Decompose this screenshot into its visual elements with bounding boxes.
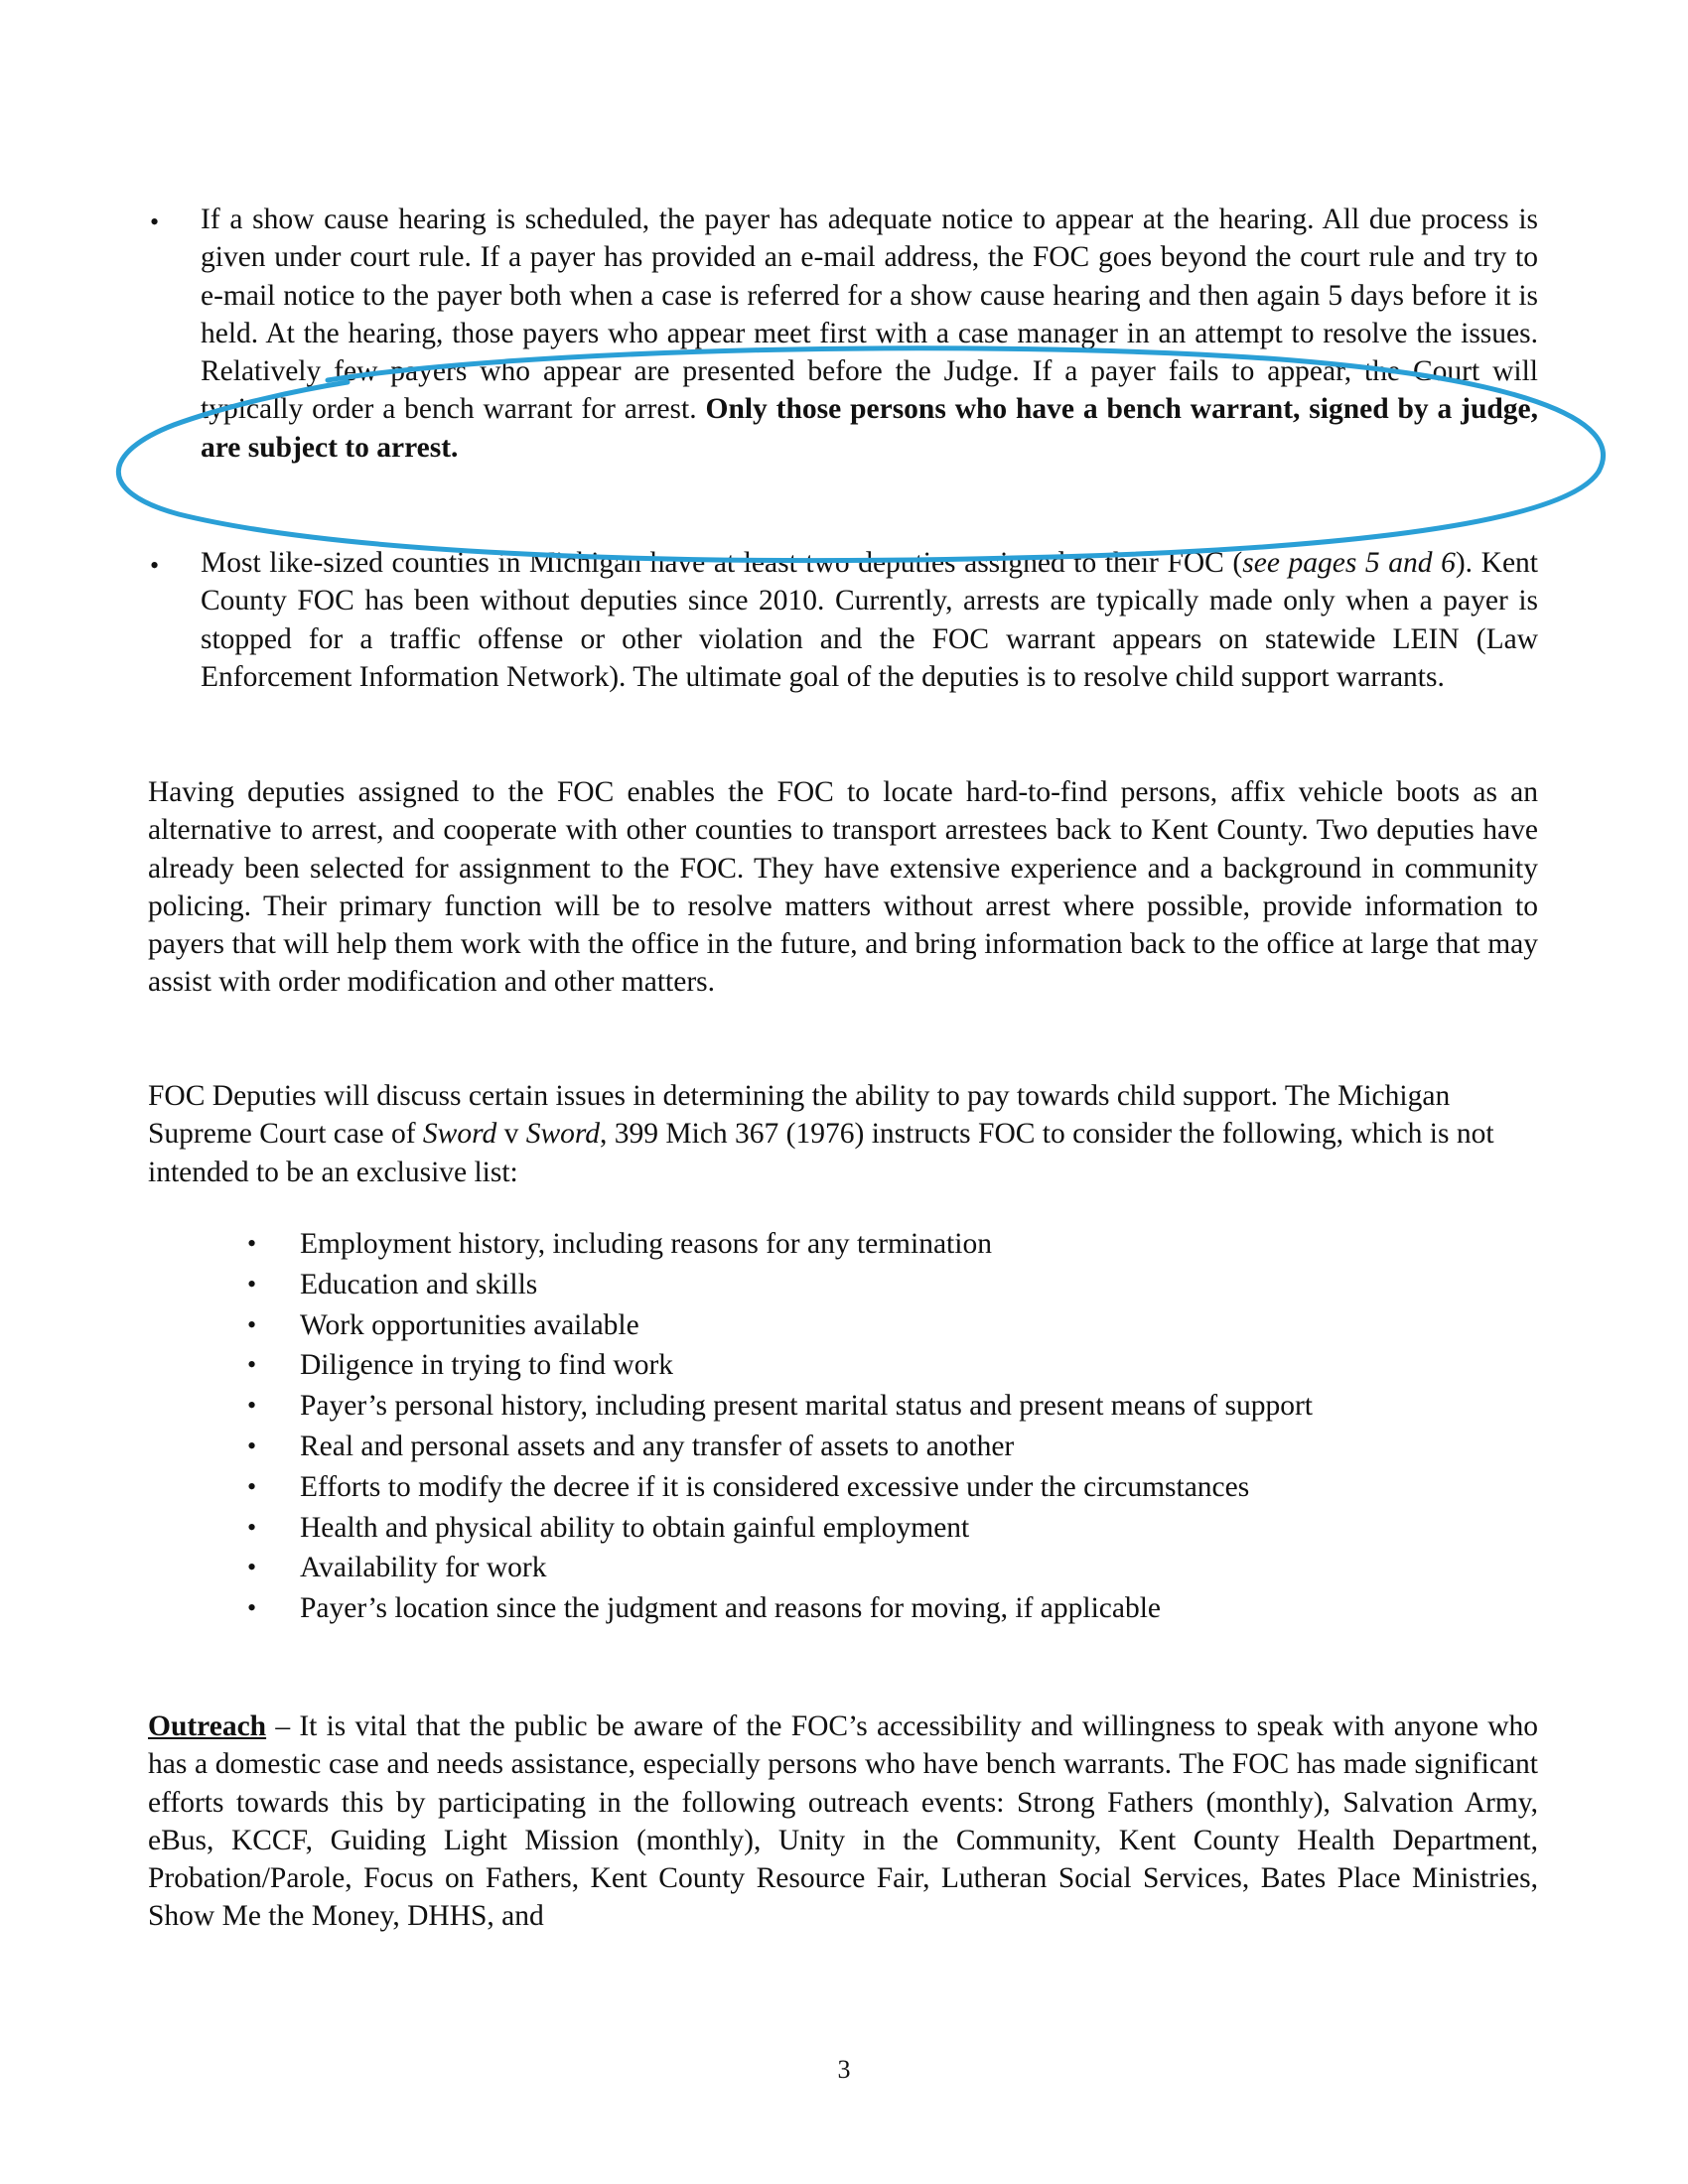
show-cause-text: If a show cause hearing is scheduled, the payer has adequate notice to appear at the hearing. All due process is given under court rule. If a payer has provided an e-mail address, the FOC goes beyond the court rule and try to e-mail notice to the payer both when a case is referred for a show cause hearing and then again 5 days before it is held. At the hearing, those payers who appear meet first with a case manager in an attempt to resolve the issues. Relatively few payers who appear are presented before the Judge. If a payer fails to appear, the Court will typically order a bench warrant for arrest. bbox=[201, 204, 1538, 426]
list-bullet: • bbox=[247, 1229, 257, 1258]
list-bullet: • bbox=[247, 1391, 257, 1421]
ability-to-pay-factors-list bbox=[0, 1224, 1688, 1629]
bullet-marker: • bbox=[150, 551, 160, 580]
case-versus: v bbox=[496, 1118, 526, 1151]
list-bullet: • bbox=[247, 1471, 257, 1501]
list-item bbox=[0, 1265, 1688, 1305]
deputies-bullet-text-pre: Most like-sized counties in Michigan have at least two deputies assigned to their FOC ( bbox=[201, 547, 1243, 579]
deputies-bullet-page-ref: see pages 5 and 6 bbox=[1242, 547, 1456, 579]
sword-text-pre: FOC Deputies will discuss certain issues in determining the ability to pay towards child support. The Michigan Supreme Court case of bbox=[148, 1080, 1451, 1151]
sword-paragraph bbox=[148, 1077, 1538, 1191]
list-item-text: Payer’s location since the judgment and reasons for moving, if applicable bbox=[300, 1592, 1162, 1625]
sword-text-post: , 399 Mich 367 (1976) instructs FOC to consider the following, which is not intended to be an exclusive list: bbox=[148, 1118, 1494, 1188]
list-item bbox=[0, 1508, 1688, 1549]
list-item-text: Efforts to modify the decree if it is considered excessive under the circumstances bbox=[300, 1470, 1250, 1503]
list-bullet: • bbox=[247, 1431, 257, 1460]
list-item-text: Availability for work bbox=[300, 1552, 547, 1584]
show-cause-bullet bbox=[201, 201, 1538, 467]
list-item-text: Payer’s personal history, including present marital status and present means of support bbox=[300, 1390, 1313, 1423]
list-item bbox=[0, 1467, 1688, 1508]
list-item bbox=[0, 1345, 1688, 1386]
page-number: 3 bbox=[837, 2055, 851, 2084]
deputies-paragraph: Having deputies assigned to the FOC enables the FOC to locate hard-to-find persons, affix vehicle boots as an alternative to arrest, and cooperate with other counties to transport arrestees back to Kent County. Two deputies have already been selected for assignment to the FOC. They have extensive experience and a background in community policing. Their primary function will be to resolve matters without arrest where possible, provide information to payers that will help them work with the office in the future, and bring information back to the office at large that may assist with order modification and other matters. bbox=[148, 776, 1538, 999]
list-item-text: Work opportunities available bbox=[300, 1308, 639, 1341]
list-bullet: • bbox=[247, 1512, 257, 1542]
list-item-text: Employment history, including reasons for any termination bbox=[300, 1228, 992, 1260]
list-item bbox=[0, 1386, 1688, 1427]
deputies-bullet bbox=[201, 544, 1538, 696]
list-item bbox=[0, 1588, 1688, 1629]
list-item bbox=[0, 1305, 1688, 1346]
list-bullet: • bbox=[247, 1350, 257, 1380]
list-item-text: Education and skills bbox=[300, 1268, 538, 1300]
list-item-text: Real and personal assets and any transfer of assets to another bbox=[300, 1430, 1015, 1462]
outreach-body: – It is vital that the public be aware of the FOC’s accessibility and willingness to speak with anyone who has a domestic case and needs assistance, especially persons who have bench warrants. The FOC has made significant efforts towards this by participating in the following outreach events: Strong Fathers (monthly), Salvation Army, eBus, KCCF, Guiding Light Mission (monthly), Unity in the Community, Kent County Health Department, Probation/Parole, Focus on Fathers, Kent County Resource Fair, Lutheran Social Services, Bates Place Ministries, Show Me the Money, DHHS, and bbox=[148, 1710, 1538, 1933]
list-item bbox=[0, 1548, 1688, 1588]
list-item bbox=[0, 1224, 1688, 1265]
case-name-plaintiff: Sword bbox=[422, 1118, 497, 1151]
deputies-bullet-text-post: ). Kent County FOC has been without deputies since 2010. Currently, arrests are typically made only when a payer is stopped for a traffic offense or other violation and the FOC warrant appears on statewide LEIN (Law Enforcement Information Network). The ultimate goal of the deputies is to resolve child support warrants. bbox=[201, 547, 1538, 693]
outreach-heading: Outreach bbox=[148, 1710, 267, 1742]
list-bullet: • bbox=[247, 1553, 257, 1582]
list-item-text: Health and physical ability to obtain gainful employment bbox=[300, 1511, 970, 1544]
bench-warrant-statement: Only those persons who have a bench warrant, signed by a judge, are subject to arrest. bbox=[201, 393, 1538, 464]
list-bullet: • bbox=[247, 1309, 257, 1339]
outreach-paragraph bbox=[148, 1707, 1538, 1936]
list-item bbox=[0, 1427, 1688, 1467]
list-bullet: • bbox=[247, 1269, 257, 1298]
bullet-marker: • bbox=[150, 207, 160, 236]
case-name-defendant: Sword bbox=[525, 1118, 601, 1151]
list-bullet: • bbox=[247, 1593, 257, 1623]
list-item-text: Diligence in trying to find work bbox=[300, 1349, 674, 1382]
